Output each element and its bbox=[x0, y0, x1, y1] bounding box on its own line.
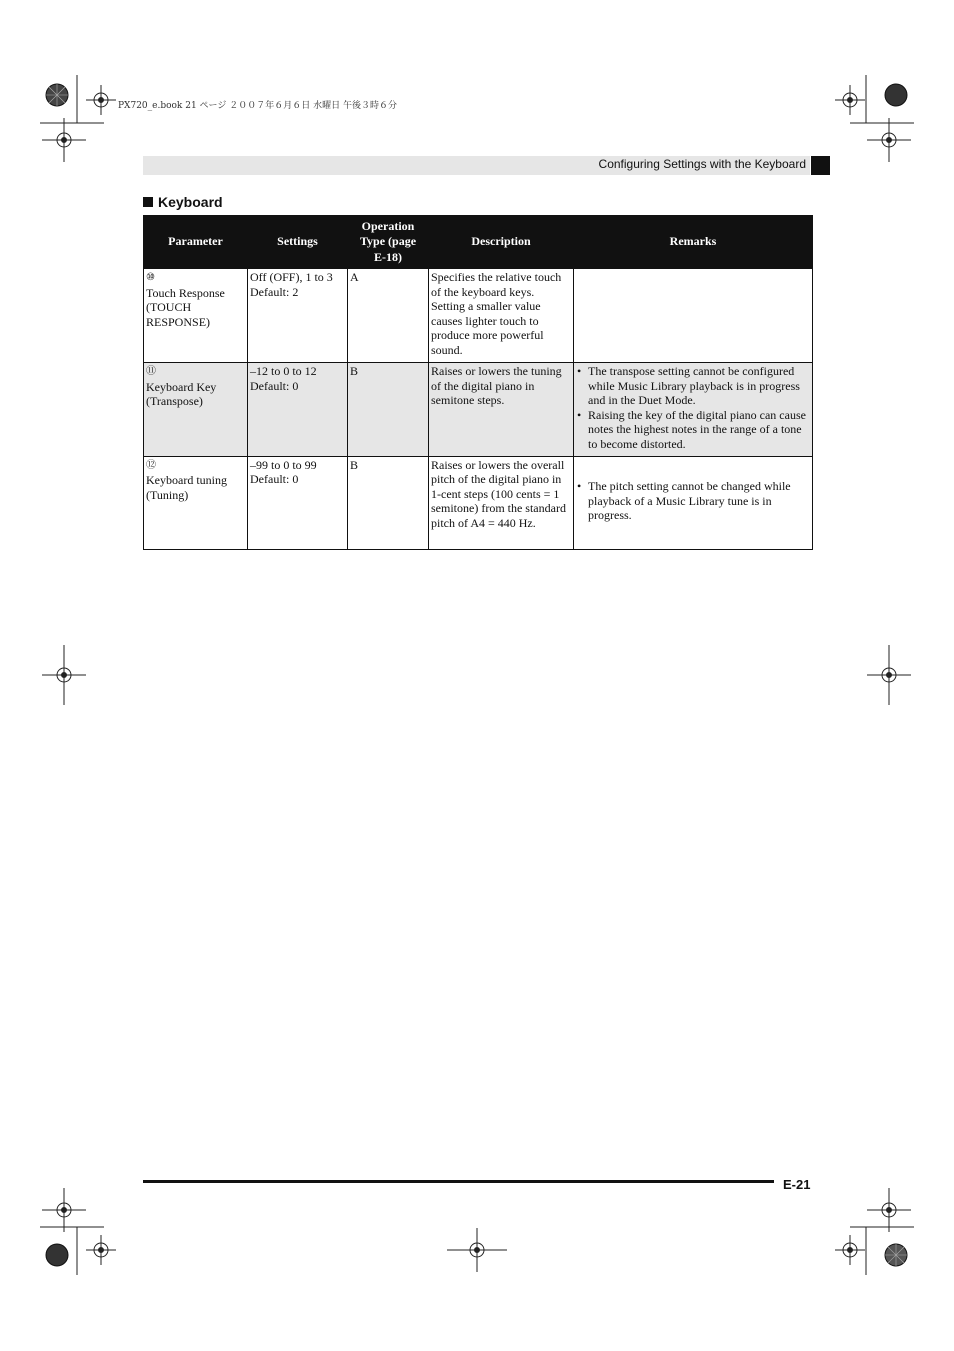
settings-range: –12 to 0 to 12 bbox=[250, 364, 317, 378]
column-header-description: Description bbox=[429, 216, 574, 269]
settings-default: Default: 2 bbox=[250, 284, 299, 299]
settings-default: Default: 0 bbox=[250, 378, 299, 393]
square-bullet-icon bbox=[143, 197, 153, 207]
parameter-name: Keyboard Key (Transpose) bbox=[146, 379, 217, 409]
table-row bbox=[144, 363, 813, 457]
remark-item: • Raising the key of the digital piano can cause notes the highest notes in the range of a tone to become distorted. bbox=[576, 408, 810, 452]
print-info: PX720_e.book 21 ページ ２００７年６月６日 水曜日 午後３時６分 bbox=[118, 101, 397, 111]
operation-type-cell: A bbox=[348, 269, 429, 363]
running-header-title: Configuring Settings with the Keyboard bbox=[598, 157, 806, 171]
running-header-tab bbox=[811, 156, 830, 175]
page-number: E-21 bbox=[783, 1177, 811, 1192]
column-header-settings: Settings bbox=[248, 216, 348, 269]
operation-type-cell: B bbox=[348, 363, 429, 457]
table-row bbox=[144, 456, 813, 549]
table-header-row bbox=[144, 216, 813, 269]
remarks-cell bbox=[574, 269, 813, 363]
parameter-cell bbox=[144, 456, 248, 549]
operation-type-cell: B bbox=[348, 456, 429, 549]
settings-cell bbox=[248, 363, 348, 457]
parameter-name: Touch Response (TOUCH RESPONSE) bbox=[146, 285, 225, 329]
description-cell: Raises or lowers the overall pitch of the digital piano in 1-cent steps (100 cents = 1 semitone) from the standard pitch of A4 = 440 Hz. bbox=[429, 456, 574, 549]
row-number: ⑪ bbox=[146, 366, 156, 377]
column-header-operation-type bbox=[348, 216, 429, 269]
remark-item: • The transpose setting cannot be configured while Music Library playback is in progress and in the Duet Mode. bbox=[576, 364, 810, 408]
row-number: ⑩ bbox=[146, 272, 155, 283]
remark-item: • The pitch setting cannot be changed while playback of a Music Library tune is in progress. bbox=[576, 479, 810, 523]
settings-cell bbox=[248, 456, 348, 549]
table-row bbox=[144, 269, 813, 363]
column-header-parameter: Parameter bbox=[144, 216, 248, 269]
parameter-table bbox=[143, 215, 813, 550]
section-heading-text: Keyboard bbox=[158, 194, 223, 210]
settings-range: Off (OFF), 1 to 3 bbox=[250, 270, 333, 284]
column-header-operation-type-text: Operation Type (page E-18) bbox=[359, 218, 417, 264]
settings-cell bbox=[248, 269, 348, 363]
remarks-cell bbox=[574, 363, 813, 457]
parameter-cell bbox=[144, 363, 248, 457]
description-cell: Raises or lowers the tuning of the digital piano in semitone steps. bbox=[429, 363, 574, 457]
parameter-name: Keyboard tuning (Tuning) bbox=[146, 473, 227, 502]
settings-range: –99 to 0 to 99 bbox=[250, 457, 317, 472]
settings-default: Default: 0 bbox=[250, 472, 299, 487]
remarks-cell bbox=[574, 456, 813, 549]
row-number: ⑫ bbox=[146, 459, 156, 471]
footer-rule bbox=[143, 1180, 774, 1183]
remarks-list bbox=[576, 479, 810, 523]
remarks-list bbox=[576, 364, 810, 452]
parameter-cell bbox=[144, 269, 248, 363]
column-header-remarks: Remarks bbox=[574, 216, 813, 269]
description-cell: Specifies the relative touch of the keyboard keys. Setting a smaller value causes lighter touch to produce more powerful sound. bbox=[429, 269, 574, 363]
section-heading bbox=[143, 194, 223, 210]
